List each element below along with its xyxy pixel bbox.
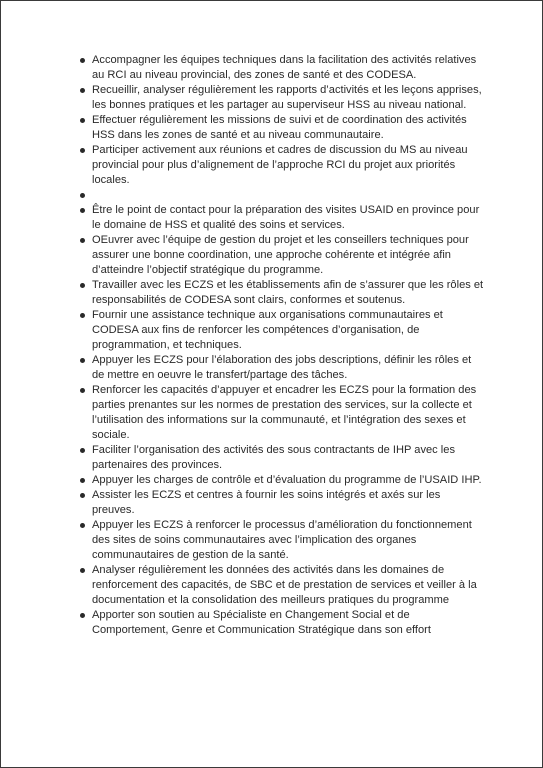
bullet-dot-icon xyxy=(80,568,85,573)
list-item-text: Participer activement aux réunions et cadres de discussion du MS au niveau provincial pour plus d’alignement de l’approche RCI du projet aux priorités locales. xyxy=(92,144,468,186)
list-item xyxy=(92,143,484,188)
list-item xyxy=(92,83,484,113)
bullet-dot-icon xyxy=(80,448,85,453)
list-item-text: Assister les ECZS et centres à fournir les soins intégrés et axés sur les preuves. xyxy=(92,489,441,516)
bullet-dot-icon xyxy=(80,118,85,123)
list-item xyxy=(92,518,484,563)
list-item-text: Être le point de contact pour la préparation des visites USAID en province pour le domaine de HSS et qualité des soins et services. xyxy=(92,204,480,231)
list-item xyxy=(92,383,484,443)
bullet-list xyxy=(92,53,484,638)
bullet-dot-icon xyxy=(80,358,85,363)
bullet-dot-icon xyxy=(80,238,85,243)
bullet-dot-icon xyxy=(80,58,85,63)
list-item xyxy=(92,443,484,473)
list-item-text: Accompagner les équipes techniques dans la facilitation des activités relatives au RCI au niveau provincial, des zones de santé et des CODESA. xyxy=(92,54,477,81)
list-item-text: Analyser régulièrement les données des activités dans les domaines de renforcement des capacités, de SBC et de prestation de services et veiller à la documentation et la consolidation des meilleurs pratiques du programme xyxy=(92,564,477,606)
list-item-text: Apporter son soutien au Spécialiste en Changement Social et de Comportement, Genre et Communication Stratégique dans son effort xyxy=(92,609,431,636)
list-item xyxy=(92,278,484,308)
list-item xyxy=(92,188,484,203)
bullet-dot-icon xyxy=(80,613,85,618)
list-item xyxy=(92,53,484,83)
list-item-text: Recueillir, analyser régulièrement les rapports d’activités et les leçons apprises, les bonnes pratiques et les partager au superviseur HSS au niveau national. xyxy=(92,84,482,111)
bullet-dot-icon xyxy=(80,193,85,198)
list-item xyxy=(92,353,484,383)
bullet-dot-icon xyxy=(80,88,85,93)
bullet-dot-icon xyxy=(80,388,85,393)
bullet-dot-icon xyxy=(80,283,85,288)
list-item-text: Renforcer les capacités d’appuyer et encadrer les ECZS pour la formation des parties prenantes sur les normes de prestation des services, sur la collecte et l’utilisation des informations sur la communauté, et l’intégration des sexes et sociale. xyxy=(92,384,477,441)
list-item xyxy=(92,308,484,353)
list-item-text: Effectuer régulièrement les missions de suivi et de coordination des activités HSS dans les zones de santé et au niveau communautaire. xyxy=(92,114,467,141)
bullet-dot-icon xyxy=(80,478,85,483)
list-item-text: Faciliter l’organisation des activités des sous contractants de IHP avec les partenaires des provinces. xyxy=(92,444,455,471)
list-item xyxy=(92,473,484,488)
bullet-dot-icon xyxy=(80,148,85,153)
list-item xyxy=(92,203,484,233)
list-item-text: Fournir une assistance technique aux organisations communautaires et CODESA aux fins de renforcer les compétences d’organisation, de programmation, et techniques. xyxy=(92,309,443,351)
list-item-text: Appuyer les ECZS à renforcer le processus d’amélioration du fonctionnement des sites de soins communautaires avec l’implication des organes communautaires de gestion de la santé. xyxy=(92,519,472,561)
list-item-text: Appuyer les ECZS pour l’élaboration des jobs descriptions, définir les rôles et de mettre en oeuvre le transfert/partage des tâches. xyxy=(92,354,472,381)
list-item xyxy=(92,488,484,518)
bullet-dot-icon xyxy=(80,493,85,498)
list-item-text: OEuvrer avec l’équipe de gestion du projet et les conseillers techniques pour assurer une bonne coordination, une approche cohérente et intégrée afin d’atteindre l’objectif stratégique du programme. xyxy=(92,234,469,276)
list-item xyxy=(92,608,484,638)
bullet-dot-icon xyxy=(80,208,85,213)
bullet-dot-icon xyxy=(80,313,85,318)
bullet-dot-icon xyxy=(80,523,85,528)
list-item-text: Travailler avec les ECZS et les établissements afin de s’assurer que les rôles et responsabilités de CODESA sont clairs, conformes et soutenus. xyxy=(92,279,484,306)
list-item-text: Appuyer les charges de contrôle et d’évaluation du programme de l’USAID IHP. xyxy=(92,474,482,486)
list-item xyxy=(92,233,484,278)
list-item xyxy=(92,113,484,143)
list-item xyxy=(92,563,484,608)
